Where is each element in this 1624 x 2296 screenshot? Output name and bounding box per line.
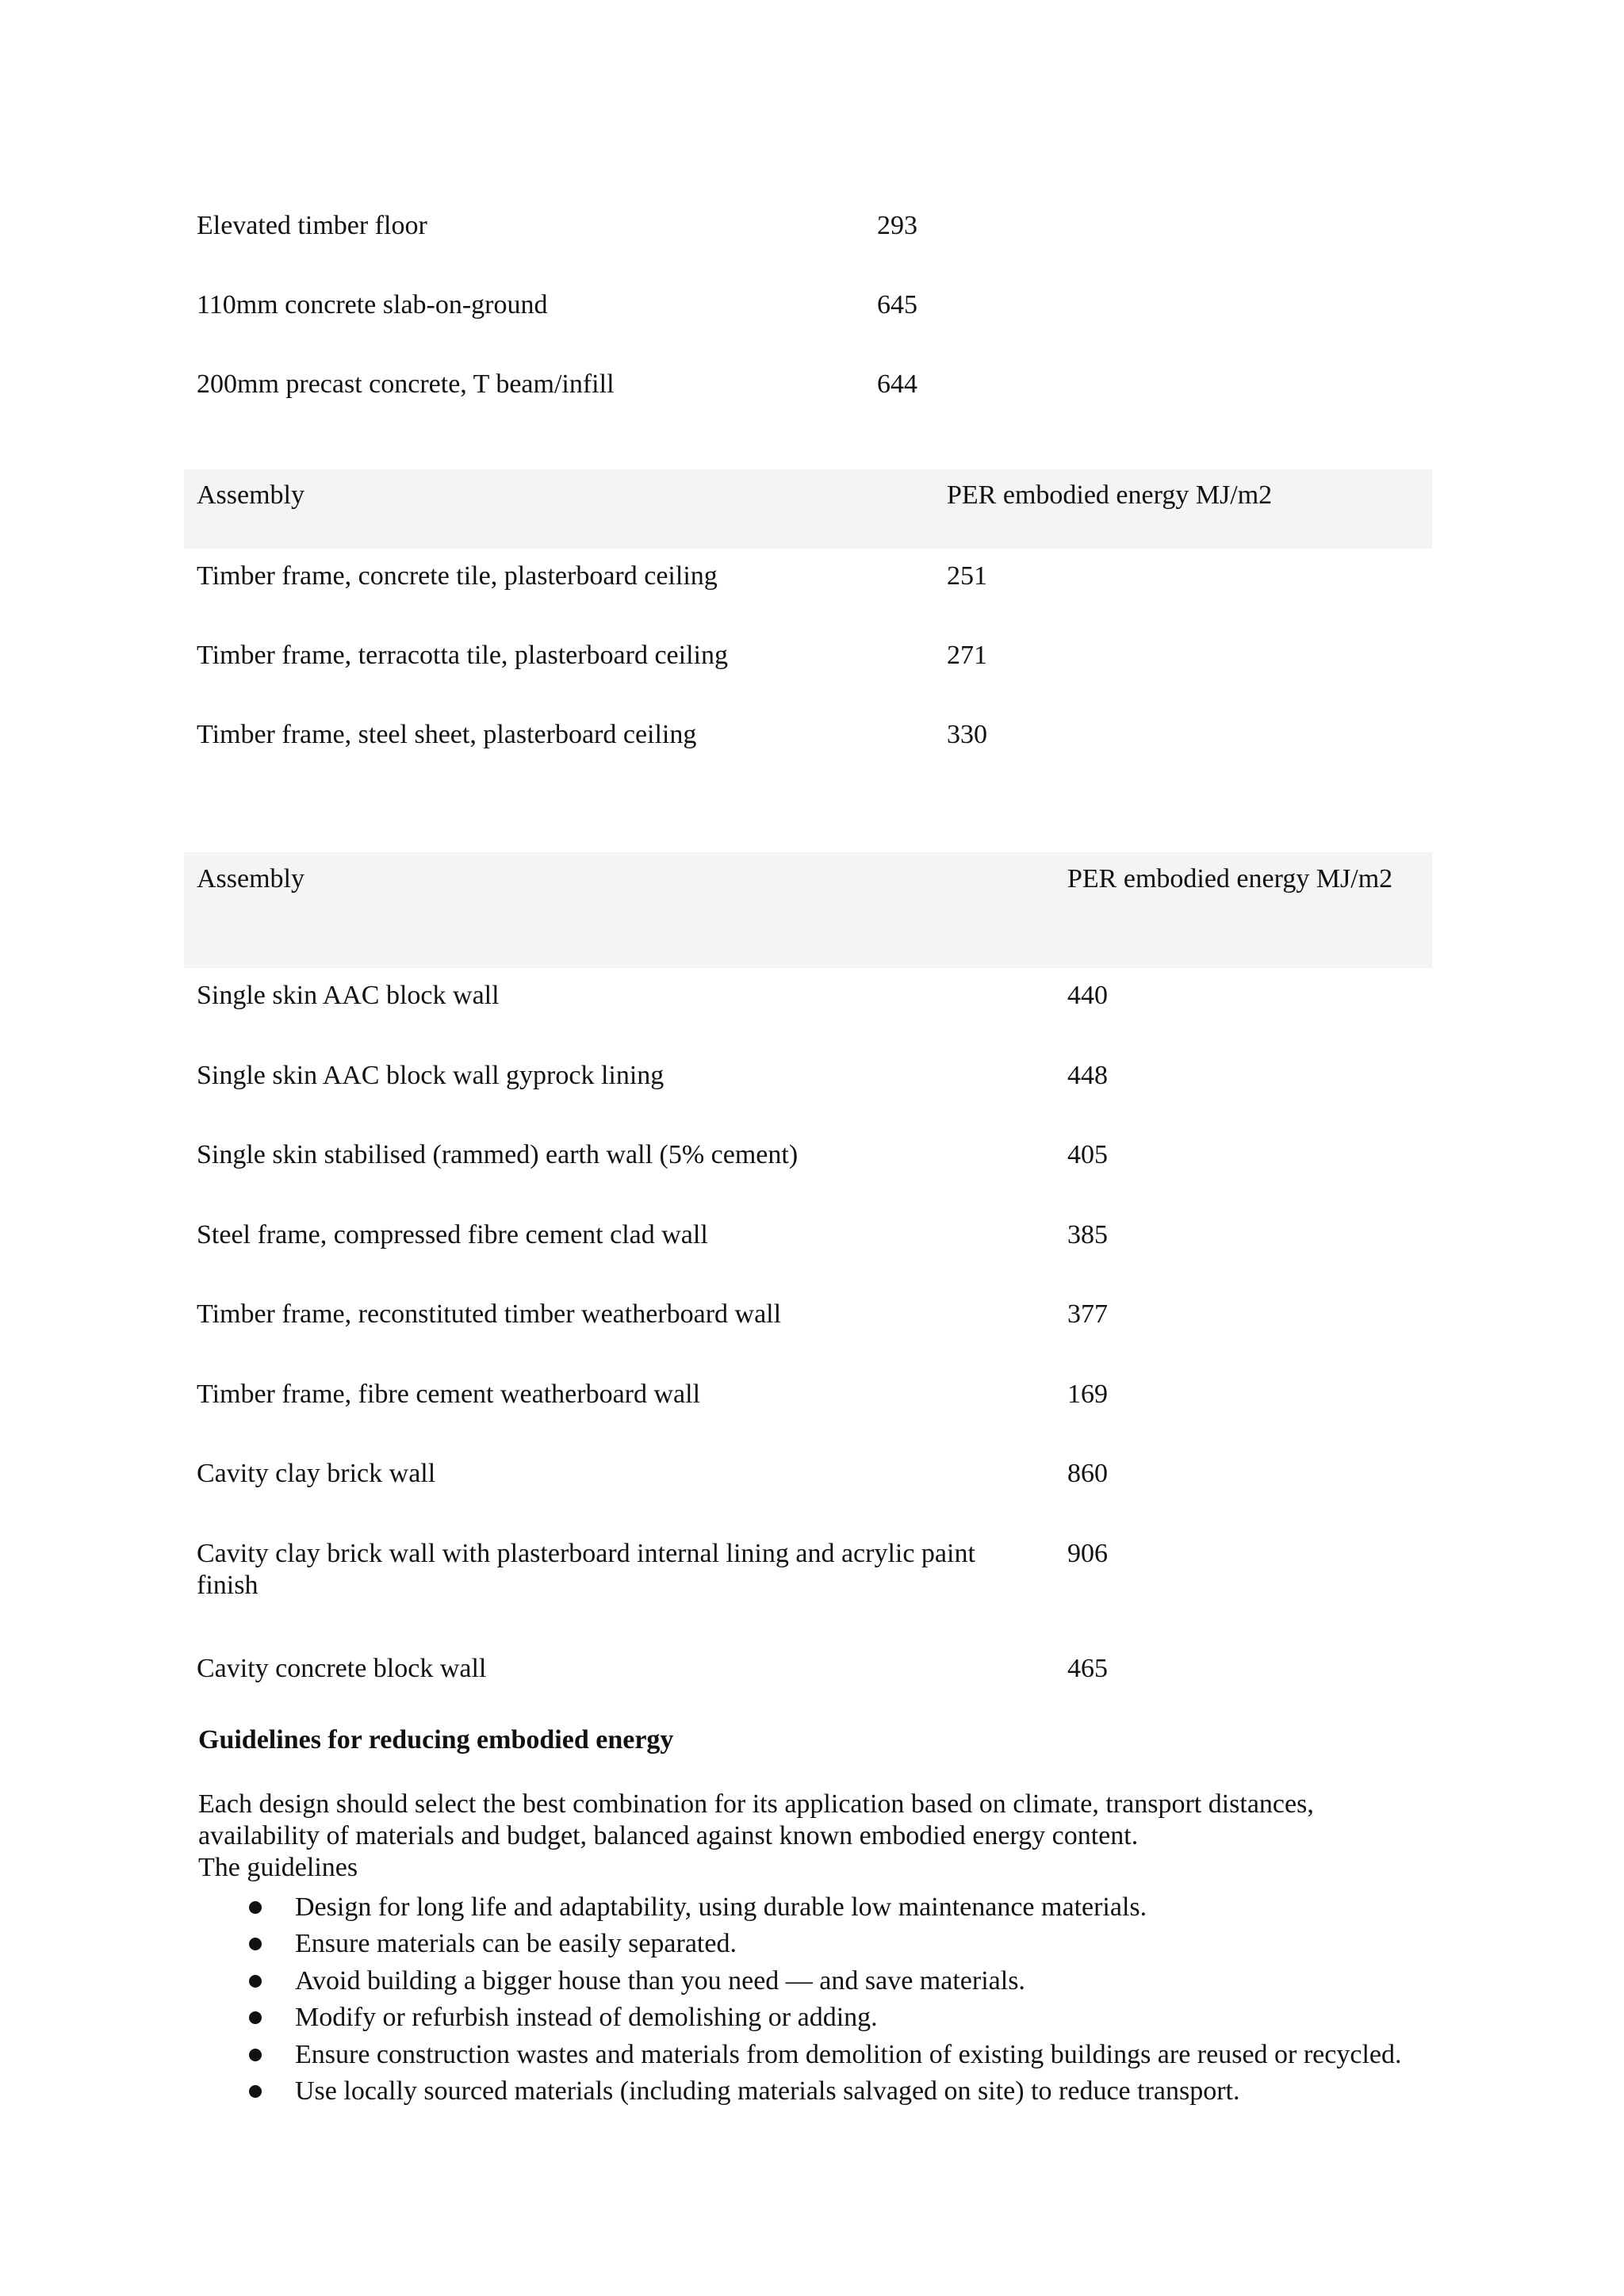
list-item-text: Modify or refurbish instead of demolishing or adding. (295, 2003, 878, 2033)
list-item (246, 1889, 1402, 1926)
value-cell: 330 (947, 720, 987, 749)
list-item-text: Design for long life and adaptability, using durable low maintenance materials. (295, 1892, 1147, 1922)
table-row (184, 210, 1432, 289)
table-row (184, 1299, 1432, 1378)
list-item-text: Ensure construction wastes and materials from demolition of existing buildings are reused or recycled. (295, 2039, 1402, 2069)
assembly-cell: 110mm concrete slab-on-ground (197, 290, 548, 320)
assembly-cell: Steel frame, compressed fibre cement clad wall (197, 1220, 708, 1249)
assembly-cell: Timber frame, fibre cement weatherboard wall (197, 1380, 701, 1409)
table-row (184, 369, 1432, 448)
value-cell: 385 (1067, 1220, 1108, 1249)
assembly-cell: Single skin AAC block wall (197, 981, 500, 1010)
list-item (246, 1999, 1402, 2036)
table-row (184, 980, 1432, 1059)
table-row (184, 719, 1432, 798)
list-item (246, 1963, 1402, 1999)
assembly-cell: Timber frame, concrete tile, plasterboard ceiling (197, 561, 718, 591)
list-item-text: Ensure materials can be easily separated. (295, 1929, 737, 1959)
value-cell: 271 (947, 641, 987, 670)
bullet-icon (249, 1975, 262, 1988)
table-row (184, 561, 1432, 640)
assembly-cell: Elevated timber floor (197, 211, 427, 240)
assembly-cell: 200mm precast concrete, T beam/infill (197, 369, 615, 399)
value-cell: 860 (1067, 1459, 1108, 1488)
assembly-cell: Single skin stabilised (rammed) earth wall (5% cement) (197, 1140, 799, 1169)
header-energy: PER embodied energy MJ/m2 (947, 480, 1273, 510)
value-cell: 644 (877, 369, 917, 399)
header-energy: PER embodied energy MJ/m2 (1067, 864, 1393, 894)
list-item (246, 1926, 1402, 1962)
value-cell: 293 (877, 211, 917, 240)
table-row (184, 1458, 1432, 1537)
table-header (184, 469, 1432, 549)
guidelines-intro: The guidelines (198, 1853, 358, 1882)
bullet-icon (249, 1901, 262, 1914)
table-row (184, 1538, 1432, 1649)
assembly-cell: Timber frame, terracotta tile, plasterboard ceiling (197, 641, 728, 670)
assembly-cell: Cavity concrete block wall (197, 1654, 487, 1683)
assembly-cell: Cavity clay brick wall with plasterboard internal lining and acrylic paint finish (197, 1539, 975, 1600)
assembly-cell: Timber frame, steel sheet, plasterboard ceiling (197, 720, 697, 749)
assembly-cell: Single skin AAC block wall gyprock lining (197, 1061, 665, 1090)
value-cell: 169 (1067, 1380, 1108, 1409)
bullet-icon (249, 2011, 262, 2024)
bullet-icon (249, 1938, 262, 1950)
value-cell: 440 (1067, 981, 1108, 1010)
list-item-text: Avoid building a bigger house than you need — and save materials. (295, 1965, 1025, 1996)
paragraph: Each design should select the best combination for its application based on climate, transport distances, availability of materials and budget, balanced against known embodied energy content. (198, 1789, 1314, 1850)
assembly-cell: Timber frame, reconstituted timber weatherboard wall (197, 1299, 782, 1329)
guidelines-list (246, 1889, 1402, 2110)
value-cell: 645 (877, 290, 917, 320)
assembly-cell: Cavity clay brick wall (197, 1459, 436, 1488)
header-assembly: Assembly (197, 480, 304, 510)
table-row (184, 1219, 1432, 1299)
bullet-icon (249, 2049, 262, 2061)
section-heading: Guidelines for reducing embodied energy (198, 1725, 674, 1755)
table-row (184, 1060, 1432, 1139)
table-row (184, 1379, 1432, 1458)
value-cell: 405 (1067, 1140, 1108, 1169)
table-header (184, 852, 1432, 968)
value-cell: 906 (1067, 1539, 1108, 1568)
table-row (184, 640, 1432, 719)
header-assembly: Assembly (197, 864, 304, 894)
list-item-text: Use locally sourced materials (including materials salvaged on site) to reduce transport. (295, 2076, 1240, 2106)
bullet-icon (249, 2085, 262, 2098)
table-row (184, 289, 1432, 369)
list-item (246, 2073, 1402, 2110)
table-row (184, 1653, 1432, 1732)
value-cell: 377 (1067, 1299, 1108, 1329)
value-cell: 251 (947, 561, 987, 591)
list-item (246, 2037, 1402, 2073)
value-cell: 448 (1067, 1061, 1108, 1090)
table-row (184, 1139, 1432, 1219)
value-cell: 465 (1067, 1654, 1108, 1683)
